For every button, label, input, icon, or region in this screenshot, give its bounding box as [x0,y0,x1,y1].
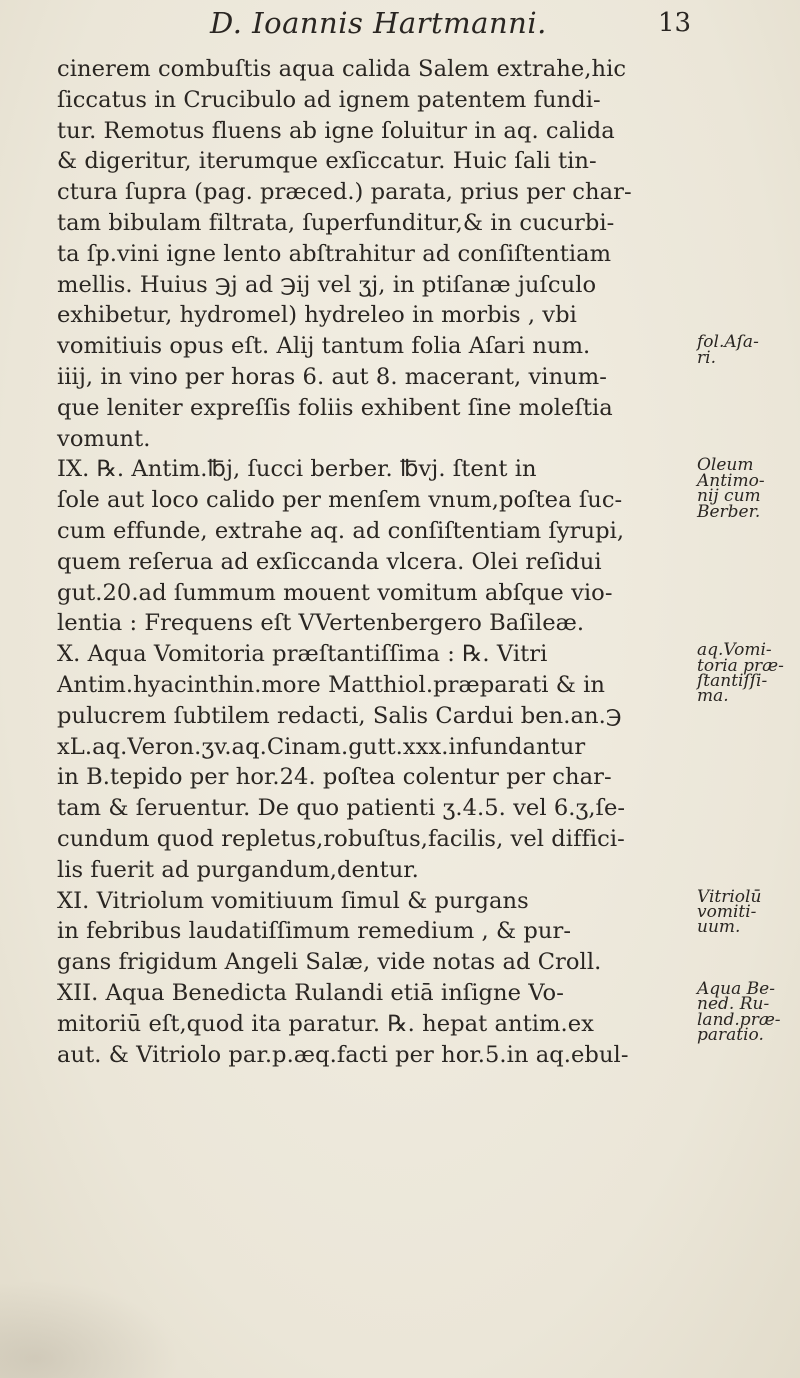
page-stain [0,1280,180,1378]
margin-note [697,640,784,707]
text-line: cundum quod repletus,robuſtus,facilis, vel diffici- [57,825,625,852]
margin-note-line: Oleum [697,455,754,476]
text-line: mellis. Huius ℈j ad ℈ij vel ʒj, in ptiſanæ juſculo [57,271,597,298]
text-line: ſiccatus in Crucibulo ad ignem patentem fundi- [57,86,601,113]
margin-note-line: uum. [697,917,741,938]
text-line: gans frigidum Angeli Salæ, vide notas ad Croll. [57,949,602,976]
margin-note [697,455,765,522]
text-line: tam bibulam filtrata, ſuperfunditur,& in cucurbi- [57,209,615,236]
text-line: xL.aq.Veron.ʒv.aq.Cinam.gutt.xxx.infundantur [57,733,586,760]
margin-note [697,332,759,368]
text-line: cinerem combuſtis aqua calida Salem extrahe,hic [57,56,627,82]
margin-note-line: Antimo- [697,470,765,491]
margin-note-line: fol.Aſa- [697,332,759,353]
main-text-block [57,54,697,1070]
margin-note-line: land.præ- [697,1009,781,1030]
margin-note-line: ned. Ru- [697,994,770,1015]
text-line: tam & ſeruentur. De quo patienti ʒ.4.5. vel 6.ʒ,ſe- [57,795,626,822]
margin-note-line: Berber. [697,501,761,522]
margin-note-line: nij cum [697,486,761,507]
text-line: exhibetur, hydromel) hydreleo in morbis , vbi [57,302,577,329]
margin-note-line: ma. [697,686,729,707]
page-number: 13 [658,8,692,38]
margin-note-line: ſtantiſſi- [697,670,768,691]
text-line: XI. Vitriolum vomitiuum ſimul & purgans [57,887,529,914]
text-line: ctura ſupra (pag. præced.) parata, prius per char- [57,179,632,206]
page-header [60,6,760,46]
margin-note-line: aq.Vomi- [697,640,772,661]
text-line: lentia : Frequens eſt VVertenbergero Baſileæ. [57,610,585,637]
text-line: vomitiuis opus eſt. Alij tantum folia Aſari num. [57,333,591,360]
margin-note-line: ri. [697,347,716,368]
margin-note-line: Aqua Be- [697,979,775,999]
text-line: X. Aqua Vomitoria præſtantiſſima : ℞. Vitri [57,641,548,668]
margin-note [697,979,781,1046]
text-line: & digeritur, iterumque exſiccatur. Huic ſali tin- [57,148,597,175]
margin-note-line: paratio. [697,1025,764,1046]
text-line: in B.tepido per hor.24. poſtea colentur per char- [57,764,612,791]
margin-note [697,886,762,938]
text-line: quem reſerua ad exſiccanda vlcera. Olei reſidui [57,548,602,575]
running-head: D. Ioannis Hartmanni. [210,6,547,40]
text-line: XII. Aqua Benedicta Rulandi etiā inſigne Vo- [57,979,564,1006]
text-line: pulucrem ſubtilem redacti, Salis Cardui ben.an.℈ [57,702,622,729]
text-line: ta ſp.vini igne lento abſtrahitur ad conſiſtentiam [57,240,612,267]
text-line: tur. Remotus fluens ab igne ſoluitur in aq. calida [57,117,615,144]
margin-note-line: Vitriolū [697,886,762,907]
text-line: cum effunde, extrahe aq. ad conſiſtentiam ſyrupi, [57,517,625,544]
text-line: que leniter expreſſis foliis exhibent ſine moleſtia [57,394,613,421]
text-line: lis fuerit ad purgandum,dentur. [57,856,419,883]
text-line: vomunt. [57,425,151,452]
text-line: mitoriū eſt,quod ita paratur. ℞. hepat antim.ex [57,1010,594,1037]
text-line: aut. & Vitriolo par.p.æq.facti per hor.5.in aq.ebul- [57,1041,629,1068]
text-line: ſole aut loco calido per menſem vnum,poſtea ſuc- [57,487,623,514]
text-line: iiij, in vino per horas 6. aut 8. macerant, vinum- [57,363,607,390]
text-line: in febribus laudatiſſimum remedium , & pur- [57,918,572,945]
text-line: gut.20.ad ſummum mouent vomitum abſque vio- [57,579,613,606]
text-line: IX. ℞. Antim.℔j, ſucci berber. ℔vj. ſtent in [57,456,537,483]
margin-note-line: toria præ- [697,655,784,676]
text-line: Antim.hyacinthin.more Matthiol.præparati & in [57,671,606,698]
margin-note-line: vomiti- [697,901,757,922]
